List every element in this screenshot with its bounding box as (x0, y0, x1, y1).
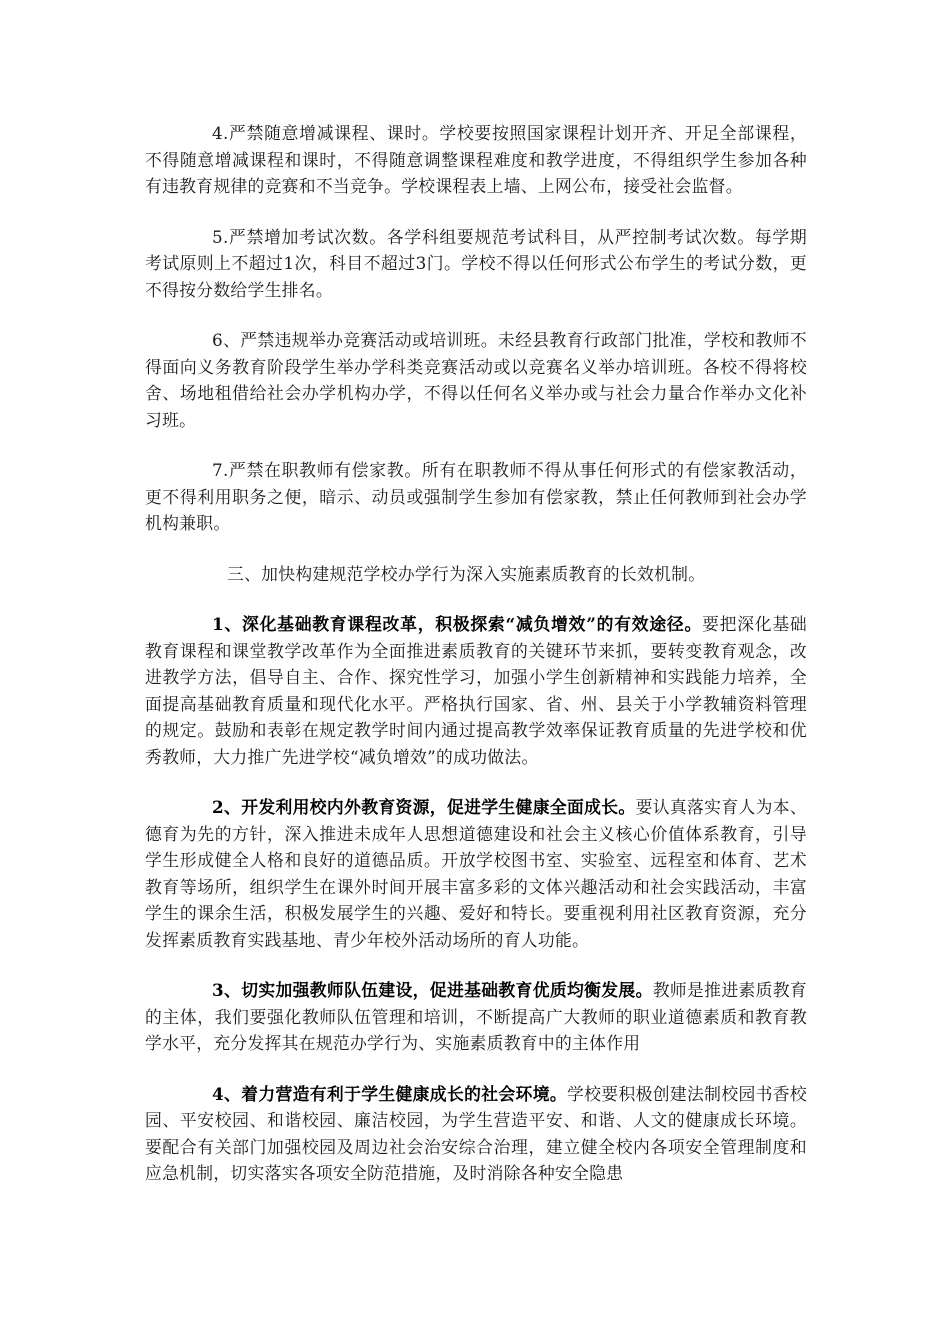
section-paragraph-2 (145, 794, 807, 953)
paragraph-item-4 (145, 120, 807, 200)
paragraph-text: 要把深化基础教育课程和课堂教学改革作为全面推进素质教育的关键环节来抓，要转变教育观念，改进教学方法，倡导自主、合作、探究性学习，加强小学生创新精神和实践能力培养，全面提高基础教育质量和现代化水平。严格执行国家、省、州、县关于小学教辅资料管理的规定。鼓励和表彰在规定教学时间内通过提高教学效率保证教育质量的先进学校和优秀教师，大力推广先进学校“减负增效”的成功做法。 (145, 614, 807, 767)
paragraph-lead: 1、深化基础教育课程改革，积极探索“减负增效”的有效途径。 (212, 614, 703, 634)
paragraph-lead: 3、切实加强教师队伍建设，促进基础教育优质均衡发展。 (212, 980, 653, 1000)
section-heading: 三、加快构建规范学校办学行为深入实施素质教育的长效机制。 (227, 563, 706, 584)
paragraph-text: 4.严禁随意增减课程、课时。学校要按照国家课程计划开齐、开足全部课程，不得随意增减课程和课时，不得随意调整课程难度和教学进度，不得组织学生参加各种有违教育规律的竞赛和不当竞争。学校课程表上墙、上网公布，接受社会监督。 (145, 123, 807, 196)
section-paragraph-3 (145, 977, 807, 1057)
paragraph-text: 学校要积极创建法制校园书香校园、平安校园、和谐校园、廉洁校园，为学生营造平安、和谐、人文的健康成长环境。要配合有关部门加强校园及周边社会治安综合治理，建立健全校内各项安全管理制度和应急机制，切实落实各项安全防范措施，及时消除各种安全隐患 (145, 1083, 807, 1183)
paragraph-text: 教师是推进素质教育的主体，我们要强化教师队伍管理和培训，不断提高广大教师的职业道德素质和教育教学水平，充分发挥其在规范办学行为、实施素质教育中的主体作用 (145, 980, 807, 1053)
paragraph-lead: 4、着力营造有利于学生健康成长的社会环境。 (212, 1083, 567, 1104)
section-paragraph-1 (145, 611, 807, 770)
paragraph-text: 5.严禁增加考试次数。各学科组要规范考试科目，从严控制考试次数。每学期考试原则上不超过1次，科目不超过3门。学校不得以任何形式公布学生的考试分数，更不得按分数给学生排名。 (145, 226, 807, 300)
paragraph-item-6 (145, 327, 807, 433)
paragraph-item-7 (145, 457, 807, 537)
document-page (145, 120, 807, 1211)
paragraph-text: 7.严禁在职教师有偿家教。所有在职教师不得从事任何形式的有偿家教活动，更不得利用职务之便，暗示、动员或强制学生参加有偿家教，禁止任何教师到社会办学机构兼职。 (145, 460, 807, 533)
paragraph-lead: 2、开发利用校内外教育资源，促进学生健康全面成长。 (212, 797, 636, 817)
paragraph-text: 6、严禁违规举办竞赛活动或培训班。未经县教育行政部门批准，学校和教师不得面向义务教育阶段学生举办学科类竞赛活动或以竞赛名义举办培训班。各校不得将校舍、场地租借给社会办学机构办学，不得以任何名义举办或与社会力量合作举办文化补习班。 (145, 330, 807, 430)
paragraph-text: 要认真落实育人为本、德育为先的方针，深入推进未成年人思想道德建设和社会主义核心价值体系教育，引导学生形成健全人格和良好的道德品质。开放学校图书室、实验室、远程室和体育、艺术教育等场所，组织学生在课外时间开展丰富多彩的文体兴趣活动和社会实践活动，丰富学生的课余生活，积极发展学生的兴趣、爱好和特长。要重视利用社区教育资源，充分发挥素质教育实践基地、青少年校外活动场所的育人功能。 (145, 797, 807, 950)
paragraph-item-5 (145, 224, 807, 304)
section-paragraph-4 (145, 1081, 807, 1187)
